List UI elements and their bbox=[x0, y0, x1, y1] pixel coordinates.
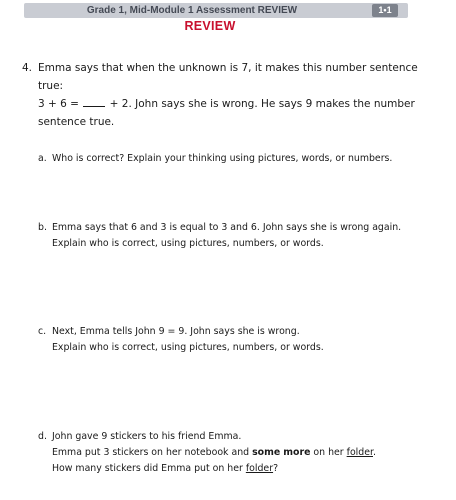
part-b-line-2: Explain who is correct, using pictures, numbers, or words. bbox=[52, 238, 324, 249]
equation-left: 3 + 6 = bbox=[38, 98, 79, 110]
part-a bbox=[38, 151, 418, 167]
part-d-line-2 bbox=[38, 445, 418, 461]
lesson-badge: 1•1 bbox=[372, 4, 398, 17]
part-c bbox=[38, 324, 418, 356]
answer-blank bbox=[83, 96, 105, 107]
part-b bbox=[38, 220, 418, 252]
part-b-letter: b. bbox=[38, 222, 47, 233]
part-a-line-1: Who is correct? Explain your thinking using pictures, words, or numbers. bbox=[52, 153, 393, 164]
part-c-line-2: Explain who is correct, using pictures, numbers, or words. bbox=[52, 342, 324, 353]
question-number: 4. bbox=[22, 62, 33, 74]
part-d-line-1: John gave 9 stickers to his friend Emma. bbox=[52, 431, 242, 442]
part-d-line-3 bbox=[38, 461, 418, 477]
part-d-line-2-text-b: on her bbox=[313, 447, 344, 458]
part-d-line-3-mark: ? bbox=[273, 463, 279, 474]
equation-right: + 2. John says she is wrong. He says 9 makes the number bbox=[109, 98, 415, 110]
question-line-2: true: bbox=[38, 80, 64, 92]
underlined-folder-2: folder bbox=[245, 463, 274, 474]
part-c-letter: c. bbox=[38, 326, 47, 337]
review-title: REVIEW bbox=[184, 19, 236, 33]
part-c-line-1: Next, Emma tells John 9 = 9. John says she is wrong. bbox=[52, 326, 300, 337]
emphasis-more: more bbox=[283, 447, 311, 458]
part-d-line-2-period: . bbox=[373, 447, 376, 458]
part-b-line-1: Emma says that 6 and 3 is equal to 3 and 6. John says she is wrong again. bbox=[52, 222, 402, 233]
question-text bbox=[38, 59, 418, 131]
question-line-1: Emma says that when the unknown is 7, it makes this number sentence bbox=[38, 62, 418, 74]
part-d-letter: d. bbox=[38, 431, 47, 442]
emphasis-some: some bbox=[252, 447, 281, 458]
part-d-line-2-text: Emma put 3 stickers on her notebook and bbox=[52, 447, 250, 458]
question-line-3 bbox=[38, 95, 413, 113]
underlined-folder: folder bbox=[346, 447, 373, 458]
header-title: Grade 1, Mid-Module 1 Assessment REVIEW bbox=[86, 5, 298, 16]
question-line-4: sentence true. bbox=[38, 116, 115, 128]
part-d bbox=[38, 429, 418, 477]
part-a-letter: a. bbox=[38, 153, 47, 164]
part-d-line-3-text: How many stickers did Emma put on her bbox=[52, 463, 243, 474]
